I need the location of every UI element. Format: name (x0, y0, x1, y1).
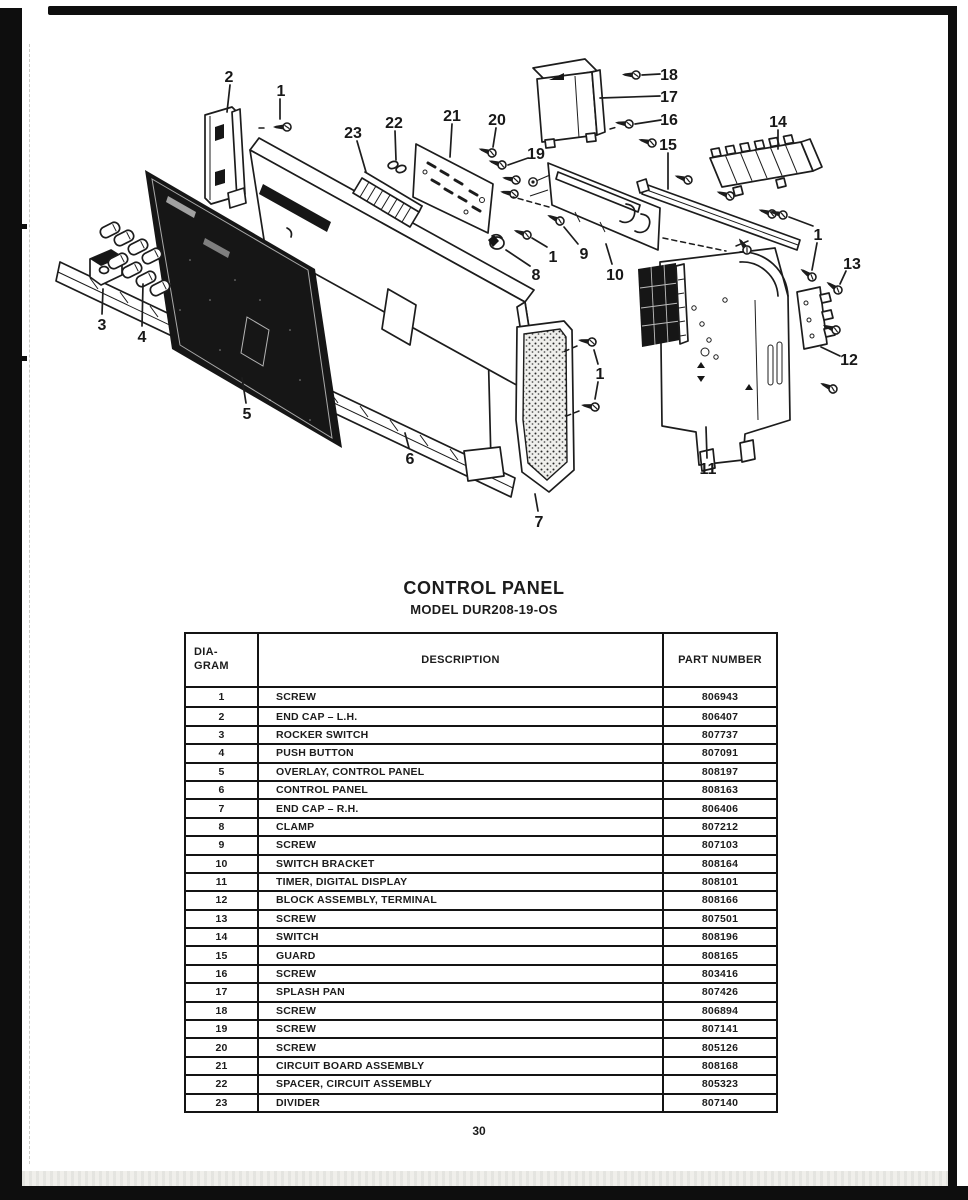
parts-table-header (186, 634, 776, 688)
diagram-number-cell: 1 (218, 691, 225, 704)
table-row (186, 964, 776, 982)
callout-number-16: 16 (660, 111, 678, 129)
callout-number-1: 1 (276, 82, 286, 100)
table-row (186, 835, 776, 853)
description-cell: SCREW (257, 1021, 662, 1037)
table-row (186, 762, 776, 780)
part-number-cell: 805126 (662, 1039, 776, 1055)
callout-leader-line (706, 427, 707, 458)
table-row (186, 909, 776, 927)
scan-border-top (48, 6, 957, 15)
table-row (186, 706, 776, 724)
diagram-number-cell: 6 (218, 784, 225, 797)
callout-number-18: 18 (660, 66, 678, 84)
callout-leader-line (450, 124, 452, 157)
description-cell: SPLASH PAN (257, 984, 662, 1000)
part-number-cell: 808197 (662, 764, 776, 780)
callout-number-17: 17 (660, 88, 678, 106)
callout-number-22: 22 (385, 114, 403, 132)
diagram-number-cell: 16 (215, 968, 228, 981)
callout-leader-line (508, 158, 528, 165)
part-number-cell: 806407 (662, 708, 776, 724)
table-row (186, 743, 776, 761)
table-row (186, 982, 776, 1000)
callout-number-3: 3 (97, 316, 107, 334)
callout-number-2: 2 (224, 68, 234, 86)
part-number-cell: 807212 (662, 819, 776, 835)
callout-number-7: 7 (534, 513, 544, 531)
end-cap-rh-part (516, 321, 574, 492)
part-number-cell: 806943 (662, 688, 776, 706)
description-cell: SCREW (257, 911, 662, 927)
diagram-number-cell: 20 (215, 1041, 228, 1054)
description-cell: END CAP – R.H. (257, 800, 662, 816)
header-description-column: DESCRIPTION (257, 634, 662, 686)
part-number-cell: 807426 (662, 984, 776, 1000)
callout-number-1: 1 (548, 248, 558, 266)
part-number-cell: 807501 (662, 911, 776, 927)
diagram-number-cell: 15 (215, 949, 228, 962)
part-number-cell: 807140 (662, 1095, 776, 1111)
table-row (186, 1056, 776, 1074)
callout-number-23: 23 (344, 124, 362, 142)
switch-part (710, 135, 822, 196)
table-row (186, 890, 776, 908)
end-cap-lh-part (205, 107, 246, 208)
diagram-number-cell: 21 (215, 1060, 228, 1072)
header-diagram-line2: GRAM (194, 660, 229, 672)
description-cell: SCREW (257, 966, 662, 982)
diagram-number-cell: 3 (218, 728, 225, 741)
diagram-number-cell: 19 (215, 1023, 228, 1036)
diagram-number-cell: 9 (218, 839, 225, 852)
table-row (186, 1019, 776, 1037)
callout-leader-line (812, 243, 817, 270)
callout-number-1: 1 (813, 226, 823, 244)
table-row (186, 1093, 776, 1111)
table-row (186, 1074, 776, 1092)
header-diagram-column (186, 634, 257, 686)
callout-number-14: 14 (769, 113, 787, 131)
callout-leader-line (564, 227, 578, 244)
table-row (186, 872, 776, 890)
callout-leader-line (600, 96, 660, 98)
table-row (186, 927, 776, 945)
diagram-number-cell: 14 (215, 931, 228, 944)
callout-number-15: 15 (659, 136, 677, 154)
diagram-number-cell: 5 (218, 765, 225, 778)
exploded-parts-diagram (0, 0, 968, 575)
diagram-number-cell: 23 (215, 1096, 228, 1109)
callout-leader-line (102, 289, 103, 314)
part-number-cell: 808165 (662, 947, 776, 963)
callout-number-6: 6 (405, 450, 415, 468)
table-row (186, 798, 776, 816)
description-cell: DIVIDER (257, 1095, 662, 1111)
callout-leader-line (532, 238, 547, 247)
diagram-number-cell: 12 (215, 894, 228, 907)
part-number-cell: 807103 (662, 837, 776, 853)
part-number-cell: 805323 (662, 1076, 776, 1092)
description-cell: CLAMP (257, 819, 662, 835)
callout-leader-line (595, 382, 598, 399)
description-cell: OVERLAY, CONTROL PANEL (257, 764, 662, 780)
spacer-part (387, 160, 407, 174)
scan-border-right (948, 6, 957, 1200)
part-number-cell: 808196 (662, 929, 776, 945)
callout-number-21: 21 (443, 107, 461, 125)
description-cell: SCREW (257, 688, 662, 706)
part-number-cell: 808166 (662, 892, 776, 908)
description-cell: CIRCUIT BOARD ASSEMBLY (257, 1058, 662, 1074)
diagram-number-cell: 22 (215, 1078, 228, 1091)
table-row (186, 688, 776, 706)
callout-number-1: 1 (595, 365, 605, 383)
callout-leader-line (606, 244, 612, 264)
description-cell: TIMER, DIGITAL DISPLAY (257, 874, 662, 890)
table-row (186, 780, 776, 798)
diagram-number-cell: 13 (215, 912, 228, 925)
part-number-cell: 808163 (662, 782, 776, 798)
description-cell: BLOCK ASSEMBLY, TERMINAL (257, 892, 662, 908)
scan-border-left (0, 8, 22, 1200)
header-part-number-column: PART NUMBER (662, 634, 776, 686)
callout-leader-line (635, 120, 661, 124)
diagram-number-cell: 18 (215, 1004, 228, 1017)
scan-shadow-strip (22, 1171, 948, 1186)
scan-margin-line (29, 44, 30, 1164)
scan-artifact-nub (22, 224, 27, 229)
callout-number-4: 4 (137, 328, 147, 346)
table-row (186, 854, 776, 872)
diagram-number-cell: 17 (215, 986, 228, 999)
part-number-cell: 807141 (662, 1021, 776, 1037)
callout-number-12: 12 (840, 351, 858, 369)
description-cell: ROCKER SWITCH (257, 727, 662, 743)
table-row (186, 1001, 776, 1019)
description-cell: END CAP – L.H. (257, 708, 662, 724)
callout-number-10: 10 (606, 266, 624, 284)
callout-number-9: 9 (579, 245, 589, 263)
part-number-cell: 808164 (662, 856, 776, 872)
description-cell: GUARD (257, 947, 662, 963)
callout-leader-line (395, 131, 396, 160)
scan-border-bottom (0, 1186, 968, 1200)
timer-digital-display-part (638, 248, 790, 471)
callout-leader-line (535, 494, 538, 511)
callout-leader-line (493, 128, 496, 147)
description-cell: SPACER, CIRCUIT ASSEMBLY (257, 1076, 662, 1092)
part-number-cell: 807091 (662, 745, 776, 761)
description-cell: SWITCH (257, 929, 662, 945)
callout-leader-line (594, 350, 598, 364)
part-number-cell: 808168 (662, 1058, 776, 1074)
description-cell: SCREW (257, 837, 662, 853)
clamp-part (488, 235, 504, 249)
title-block (0, 579, 968, 617)
model-subtitle: MODEL DUR208-19-OS (410, 601, 558, 617)
table-row (186, 817, 776, 835)
diagram-number-cell: 2 (218, 710, 225, 723)
callout-leader-line (642, 74, 660, 75)
description-cell: SCREW (257, 1003, 662, 1019)
terminal-block-part (797, 287, 835, 349)
diagram-number-cell: 7 (218, 802, 225, 815)
part-number-cell: 808101 (662, 874, 776, 890)
callout-number-8: 8 (531, 266, 541, 284)
callout-leader-line (357, 141, 366, 172)
callout-leader-line (840, 271, 846, 284)
page-title: CONTROL PANEL (403, 578, 565, 598)
parts-table (184, 632, 778, 1113)
splash-pan-part (533, 59, 605, 148)
part-number-cell: 807737 (662, 727, 776, 743)
circuit-board-part (413, 144, 493, 233)
part-number-cell: 806406 (662, 800, 776, 816)
scan-artifact-nub (22, 356, 27, 361)
callout-leader-line (142, 284, 143, 326)
diagram-number-cell: 10 (215, 857, 228, 870)
page-number: 30 (472, 1124, 486, 1138)
description-cell: PUSH BUTTON (257, 745, 662, 761)
diagram-number-cell: 8 (218, 820, 225, 833)
part-number-cell: 806894 (662, 1003, 776, 1019)
callout-leader-line (821, 347, 840, 356)
part-number-cell: 803416 (662, 966, 776, 982)
table-row (186, 1037, 776, 1055)
header-diagram-line1: DIA- (194, 646, 218, 659)
description-cell: SWITCH BRACKET (257, 856, 662, 872)
parts-table-body (186, 688, 776, 1111)
callout-leader-line (506, 250, 530, 266)
callout-number-20: 20 (488, 111, 506, 129)
diagram-number-cell: 11 (215, 876, 228, 889)
description-cell: SCREW (257, 1039, 662, 1055)
callout-number-11: 11 (699, 460, 717, 478)
description-cell: CONTROL PANEL (257, 782, 662, 798)
callout-number-19: 19 (527, 145, 545, 163)
callout-number-13: 13 (843, 255, 861, 273)
table-row (186, 945, 776, 963)
diagram-number-cell: 4 (218, 747, 225, 760)
table-row (186, 725, 776, 743)
callout-leader-line (789, 217, 813, 226)
callout-number-5: 5 (242, 405, 252, 423)
